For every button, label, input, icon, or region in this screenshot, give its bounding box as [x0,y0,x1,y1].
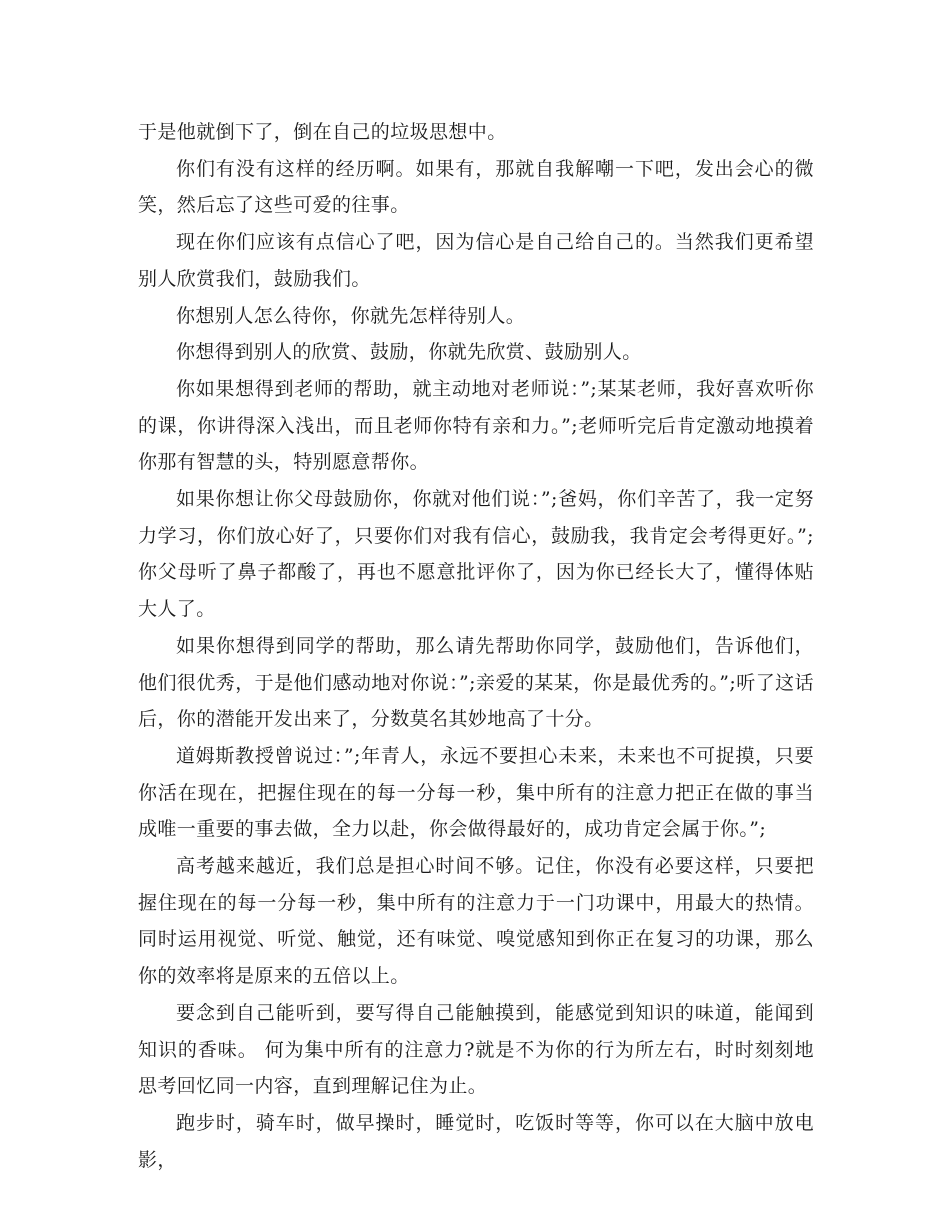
paragraph: 跑步时，骑车时，做早操时，睡觉时，吃饭时等等，你可以在大脑中放电影， [138,1111,814,1171]
paragraph: 如果你想得到同学的帮助，那么请先帮助你同学，鼓励他们，告诉他们，他们很优秀，于是他们感动地对你说：”;亲爱的某某，你是最优秀的。”;听了这话后，你的潜能开发出来了，分数莫名其妙地高了十分。 [138,634,814,731]
paragraph: 高考越来越近，我们总是担心时间不够。记住，你没有必要这样，只要把握住现在的每一分每一秒，集中所有的注意力于一门功课中，用最大的热情。同时运用视觉、听觉、触觉，还有味觉、嗅觉感知到你正在复习的功课，那么你的效率将是原来的五倍以上。 [138,855,814,988]
paragraph: 你们有没有这样的经历啊。如果有，那就自我解嘲一下吧，发出会心的微笑，然后忘了这些可爱的往事。 [138,157,814,217]
paragraph: 你如果想得到老师的帮助，就主动地对老师说：”;某某老师，我好喜欢听你的课，你讲得深入浅出，而且老师你特有亲和力。”;老师听完后肯定激动地摸着你那有智慧的头，特别愿意帮你。 [138,377,814,474]
paragraph: 要念到自己能听到，要写得自己能触摸到，能感觉到知识的味道，能闻到知识的香味。 何为集中所有的注意力?就是不为你的行为所左右，时时刻刻地思考回忆同一内容，直到理解记住为止。 [138,1001,814,1098]
paragraph: 你想得到别人的欣赏、鼓励，你就先欣赏、鼓励别人。 [176,341,642,364]
paragraph: 于是他就倒下了，倒在自己的垃圾思想中。 [138,121,507,143]
paragraph: 道姆斯教授曾说过：”;年青人，永远不要担心未来，未来也不可捉摸，只要你活在现在，把握住现在的每一分每一秒，集中所有的注意力把正在做的事当成唯一重要的事去做，全力以赴，你会做得最好的，成功肯定会属于你。”; [138,744,814,841]
paragraph: 现在你们应该有点信心了吧，因为信心是自己给自己的。当然我们更希望别人欣赏我们，鼓励我们。 [138,231,814,290]
paragraph: 如果你想让你父母鼓励你，你就对他们说：”;爸妈，你们辛苦了，我一定努力学习，你们放心好了，只要你们对我有信心，鼓励我，我肯定会考得更好。”;你父母听了鼻子都酸了，再也不愿意批评你了，因为你已经长大了，懂得体贴大人了。 [138,488,814,621]
document-body [138,114,814,1178]
paragraph: 你想别人怎么待你，你就先怎样待别人。 [176,304,526,327]
